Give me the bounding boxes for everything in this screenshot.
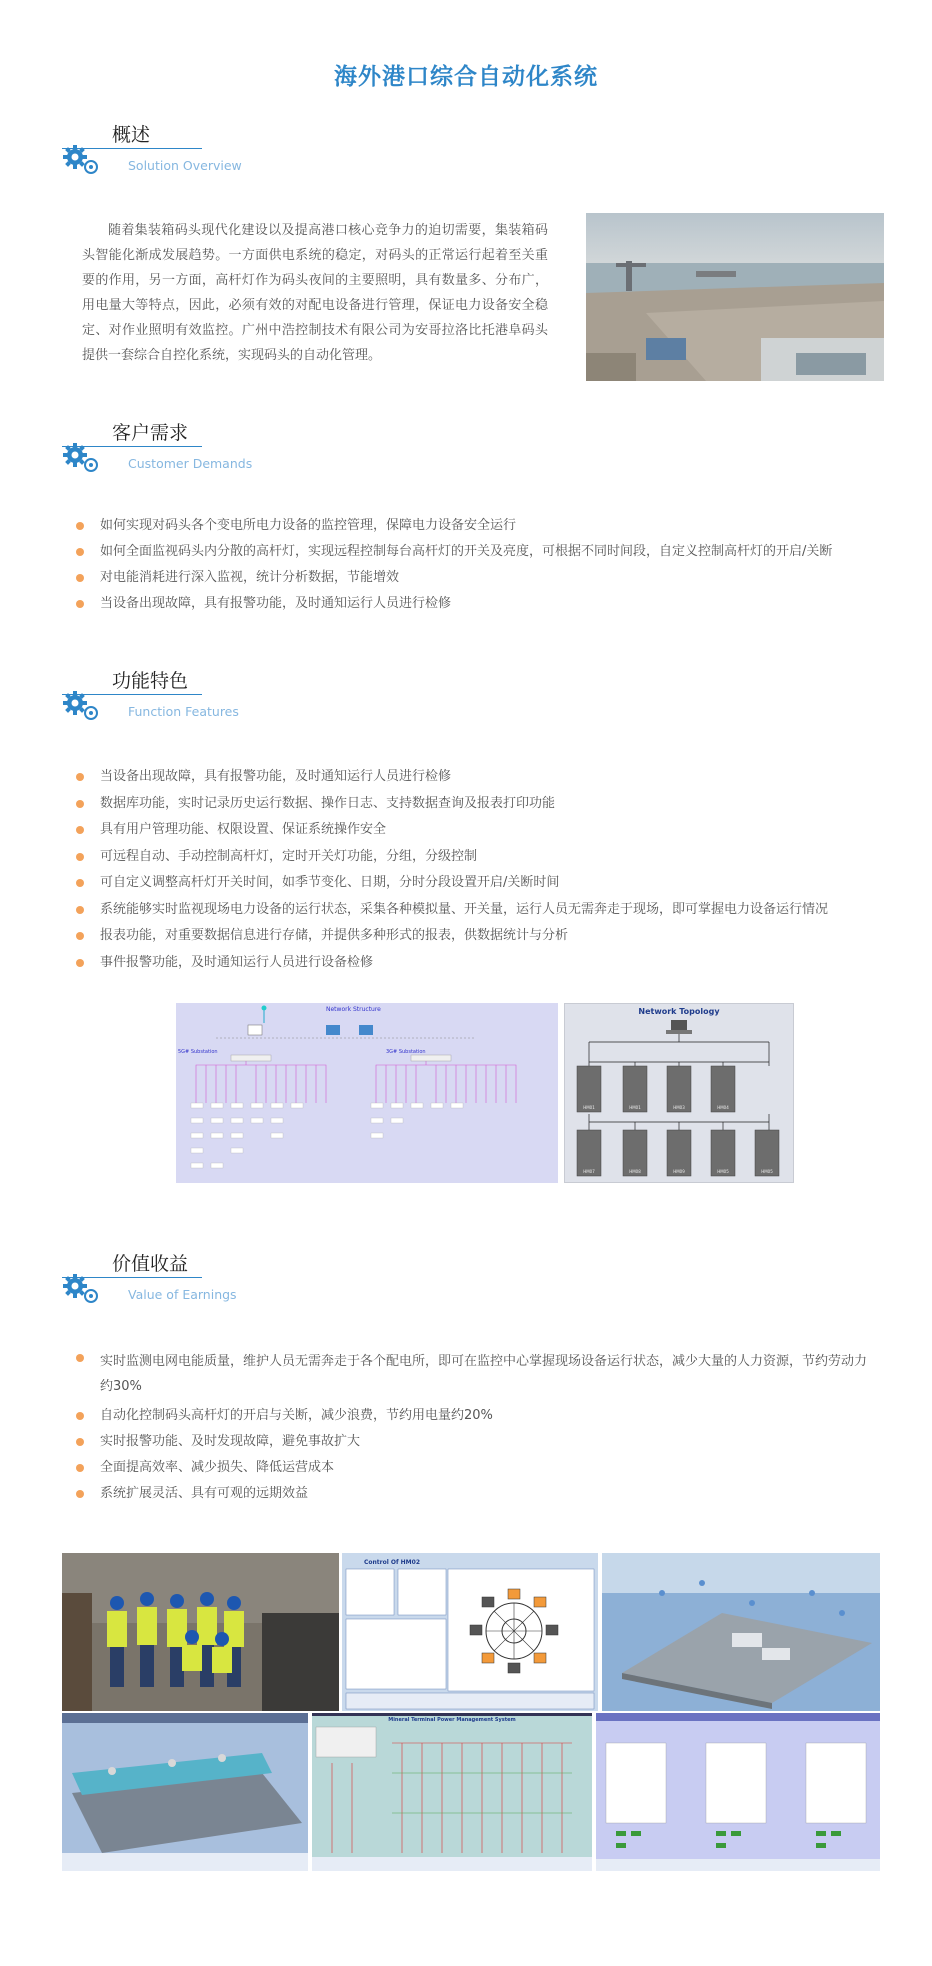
power-management-screenshot: [312, 1713, 592, 1871]
list-item: 报表功能，对重要数据信息进行存储，并提供多种形式的报表，供数据统计与分析: [76, 927, 828, 945]
list-item: 对电能消耗进行深入监视，统计分析数据，节能增效: [76, 569, 832, 587]
section-header-features: [62, 666, 322, 726]
cabinet-label: HM08: [629, 1169, 641, 1174]
section-title: 客户需求: [112, 422, 189, 444]
list-item: 如何实现对码头各个变电所电力设备的监控管理，保障电力设备安全运行: [76, 517, 832, 535]
section-title: 功能特色: [112, 670, 189, 692]
diagram-title: Network Topology: [638, 1007, 720, 1016]
network-structure-diagram: [176, 1003, 558, 1183]
section-title: 价值收益: [112, 1253, 189, 1275]
port-aerial-photo: [586, 213, 884, 381]
list-item: 当设备出现故障，具有报警功能，及时通知运行人员进行检修: [76, 595, 832, 613]
features-list: [76, 768, 828, 972]
value-list: [76, 1349, 876, 1503]
section-subtitle: Value of Earnings: [128, 1287, 237, 1302]
list-item: 可远程自动、手动控制高杆灯，定时开关灯功能，分组，分级控制: [76, 848, 828, 866]
port-3d-model-1: [602, 1553, 880, 1711]
screen-title: Mineral Terminal Power Management System: [388, 1717, 516, 1723]
screen-title: Control Of HM02: [363, 1559, 421, 1566]
cabinet-label: HM01: [629, 1105, 641, 1110]
network-topology-diagram: [564, 1003, 794, 1183]
list-item: 全面提高效率、减少损失、降低运营成本: [76, 1459, 876, 1477]
gears-icon: [62, 144, 104, 178]
cabinet-label: HM03: [673, 1105, 685, 1110]
diagram-title: Network Structure: [326, 1006, 381, 1013]
list-item: 系统能够实时监视现场电力设备的运行状态，采集各种模拟量、开关量，运行人员无需奔走于现场，即可掌握电力设备运行情况: [76, 901, 828, 919]
overview-paragraph: 随着集装箱码头现代化建设以及提高港口核心竞争力的迫切需要，集装箱码头智能化渐成发展趋势。一方面供电系统的稳定，对码头的正常运行起着至关重要的作用，另一方面，高杆灯作为码头夜间的主要照明，具有数量多、分布广，用电量大等特点，因此，必须有效的对配电设备进行管理，保证电力设备安全稳定、对作业照明有效监控。广州中浩控制技术有限公司为安哥拉洛比托港阜码头提供一套综合自控化系统，实现码头的自动化管理。: [82, 223, 548, 363]
section-subtitle: Function Features: [128, 704, 239, 719]
section-header-demands: [62, 418, 322, 478]
control-screen-screenshot: [342, 1553, 598, 1711]
section-header-value: [62, 1249, 322, 1309]
list-item: 数据库功能，实时记录历史运行数据、操作日志、支持数据查询及报表打印功能: [76, 795, 828, 813]
list-item: 实时报警功能、及时发现故障，避免事故扩大: [76, 1433, 876, 1451]
cabinet-label: HM05: [717, 1169, 729, 1174]
section-subtitle: Solution Overview: [128, 158, 242, 173]
list-item: 系统扩展灵活、具有可观的远期效益: [76, 1485, 876, 1503]
gears-icon: [62, 1273, 104, 1307]
section-header-overview: [62, 120, 322, 180]
diagram-label-left: 5G# Substation: [178, 1049, 218, 1055]
list-item: 实时监测电网电能质量，维护人员无需奔走于各个配电所，即可在监控中心掌握现场设备运行状态，减少大量的人力资源，节约劳动力约30%: [76, 1349, 876, 1399]
page-title: 海外港口综合自动化系统: [334, 64, 598, 90]
demands-list: [76, 517, 832, 613]
list-item: 如何全面监视码头内分散的高杆灯，实现远程控制每台高杆灯的开关及亮度，可根据不同时间段，自定义控制高杆灯的开启/关断: [76, 543, 832, 561]
cabinet-label: HM09: [673, 1169, 685, 1174]
diagram-label-right: 3G# Substation: [386, 1049, 426, 1055]
list-item: 可自定义调整高杆灯开关时间，如季节变化、日期，分时分段设置开启/关断时间: [76, 874, 828, 892]
section-title: 概述: [112, 124, 151, 146]
list-item: 当设备出现故障，具有报警功能，及时通知运行人员进行检修: [76, 768, 828, 786]
list-item: 具有用户管理功能、权限设置、保证系统操作安全: [76, 821, 828, 839]
cabinet-label: HM07: [583, 1169, 595, 1174]
team-photo: [62, 1553, 339, 1711]
list-item: 自动化控制码头高杆灯的开启与关断，减少浪费，节约用电量约20%: [76, 1407, 876, 1425]
gears-icon: [62, 690, 104, 724]
port-3d-model-2: [62, 1713, 308, 1871]
cabinet-label: HM05: [761, 1169, 773, 1174]
cabinet-label: HM01: [583, 1105, 595, 1110]
section-subtitle: Customer Demands: [128, 456, 253, 471]
substation-panel-screenshot: [596, 1713, 880, 1871]
gears-icon: [62, 442, 104, 476]
list-item: 事件报警功能，及时通知运行人员进行设备检修: [76, 954, 828, 972]
cabinet-label: HM04: [717, 1105, 729, 1110]
